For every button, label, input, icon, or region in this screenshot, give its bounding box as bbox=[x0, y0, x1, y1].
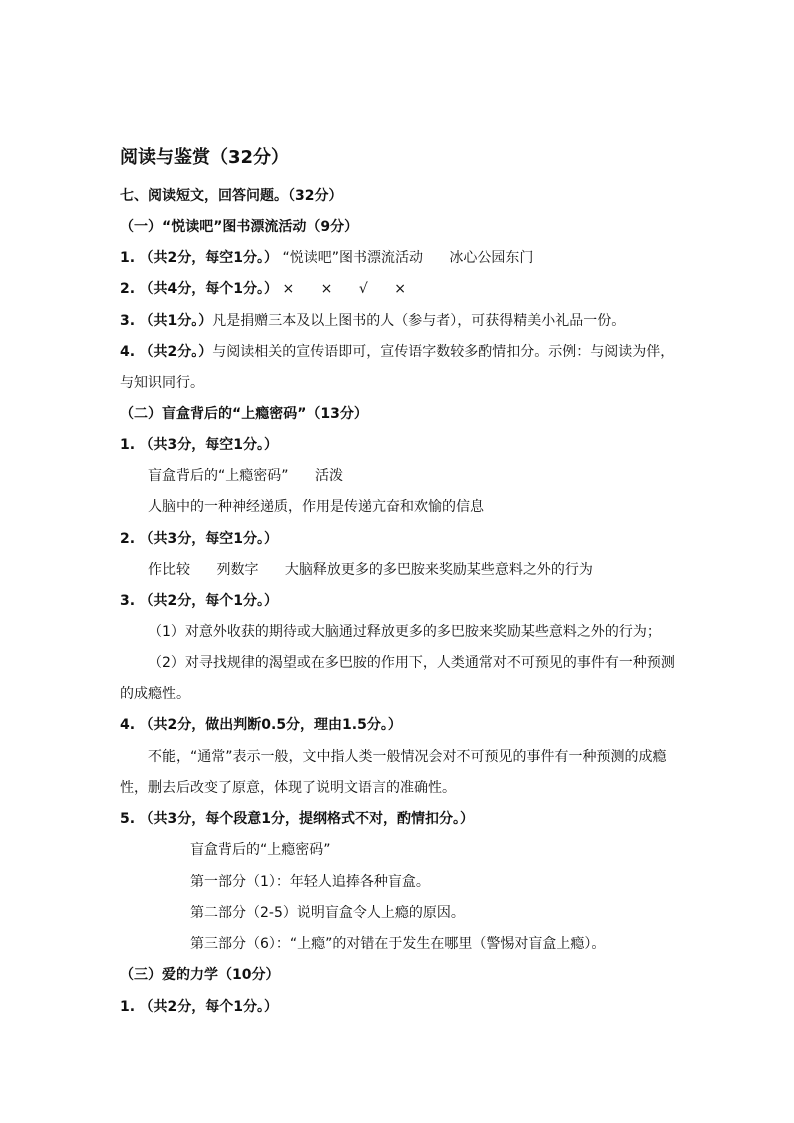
mark-4: × bbox=[394, 281, 406, 297]
part2-answer-2 bbox=[120, 529, 278, 549]
part1-answer-3 bbox=[120, 311, 625, 331]
answer-number: 2. bbox=[120, 531, 136, 547]
answer-score: （共3分，每空1分。） bbox=[139, 531, 278, 547]
answer-score: （共2分。） bbox=[139, 344, 213, 360]
answer-score: （共1分。） bbox=[139, 313, 213, 329]
answer-number: 2. bbox=[120, 281, 136, 297]
part2-answer-1 bbox=[120, 435, 278, 455]
answer-score: （共2分，每个1分。） bbox=[139, 593, 278, 609]
answer-text: 冰心公园东门 bbox=[449, 250, 534, 266]
outline-part-2: 第二部分（2-5）说明盲盒令人上瘾的原因。 bbox=[190, 905, 465, 921]
part2-answer-4-line: 不能，“通常”表示一般，文中指人类一般情况会对不可预见的事件有一种预测的成瘾 bbox=[148, 749, 667, 765]
answer-number: 1. bbox=[120, 999, 136, 1015]
part1-answer-4 bbox=[120, 342, 674, 362]
answer-text: 列数字 bbox=[216, 562, 259, 578]
answer-score: （共4分，每个1分。） bbox=[139, 281, 278, 297]
answer-number: 1. bbox=[120, 437, 136, 453]
answer-text: “悦读吧”图书漂流活动 bbox=[282, 250, 423, 266]
part2-answer-3-line: 的成瘾性。 bbox=[120, 686, 190, 702]
outline-part-1: 第一部分（1）：年轻人追捧各种盲盒。 bbox=[190, 874, 430, 890]
answer-text: 盲盒背后的“上瘾密码” bbox=[148, 468, 289, 484]
answer-number: 1. bbox=[120, 250, 136, 266]
question-7-title: 七、阅读短文，回答问题。（32分） bbox=[120, 188, 343, 204]
part2-answer-5 bbox=[120, 809, 474, 829]
answer-text: 凡是捐赠三本及以上图书的人（参与者），可获得精美小礼品一份。 bbox=[212, 313, 626, 329]
answer-score: （共2分，每个1分。） bbox=[139, 999, 278, 1015]
answer-number: 3. bbox=[120, 313, 136, 329]
part1-answer-1 bbox=[120, 248, 533, 268]
part1-title: （一）“悦读吧”图书漂流活动（9分） bbox=[120, 219, 359, 235]
part2-answer-3-line: （1）对意外收获的期待或大脑通过释放更多的多巴胺来奖励某些意料之外的行为； bbox=[148, 624, 661, 640]
answer-number: 3. bbox=[120, 593, 136, 609]
part2-answer-1-line bbox=[148, 466, 343, 486]
answer-number: 5. bbox=[120, 811, 136, 827]
answer-score: （共2分，每空1分。） bbox=[139, 250, 278, 266]
answer-text: 与阅读相关的宣传语即可，宣传语字数较多酌情扣分。示例：与阅读为伴， bbox=[212, 344, 675, 360]
answer-number: 4. bbox=[120, 344, 136, 360]
outline-part-3: 第三部分（6）：“上瘾”的对错在于发生在哪里（警惕对盲盒上瘾）。 bbox=[190, 936, 606, 952]
answer-number: 4. bbox=[120, 717, 136, 733]
part2-answer-3-line: （2）对寻找规律的渴望或在多巴胺的作用下，人类通常对不可预见的事件有一种预测 bbox=[148, 655, 675, 671]
part2-answer-4 bbox=[120, 715, 402, 735]
answer-score: （共3分，每空1分。） bbox=[139, 437, 278, 453]
part2-answer-2-line bbox=[148, 560, 593, 580]
answer-text: 活泼 bbox=[314, 468, 343, 484]
answer-score: （共2分，做出判断0.5分，理由1.5分。） bbox=[139, 717, 402, 733]
part2-title: （二）盲盒背后的“上瘾密码”（13分） bbox=[120, 406, 368, 422]
answer-score: （共3分，每个段意1分，提纲格式不对，酌情扣分。） bbox=[139, 811, 474, 827]
mark-2: × bbox=[320, 281, 333, 297]
part1-answer-2 bbox=[120, 279, 406, 299]
part2-answer-3 bbox=[120, 591, 278, 611]
answer-text: 作比较 bbox=[148, 562, 190, 578]
part2-answer-4-line: 性，删去后改变了原意，体现了说明文语言的准确性。 bbox=[120, 780, 456, 796]
part3-answer-1 bbox=[120, 997, 278, 1017]
part2-answer-1-line: 人脑中的一种神经递质，作用是传递亢奋和欢愉的信息 bbox=[148, 499, 484, 515]
mark-1: × bbox=[282, 281, 295, 297]
section-title: 阅读与鉴赏（32分） bbox=[120, 147, 290, 168]
outline-title: 盲盒背后的“上瘾密码” bbox=[190, 842, 331, 858]
mark-3: √ bbox=[358, 281, 368, 297]
answer-text: 大脑释放更多的多巴胺来奖励某些意料之外的行为 bbox=[284, 562, 593, 578]
part1-answer-4-cont: 与知识同行。 bbox=[120, 375, 204, 391]
part3-title: （三）爱的力学（10分） bbox=[120, 967, 280, 983]
